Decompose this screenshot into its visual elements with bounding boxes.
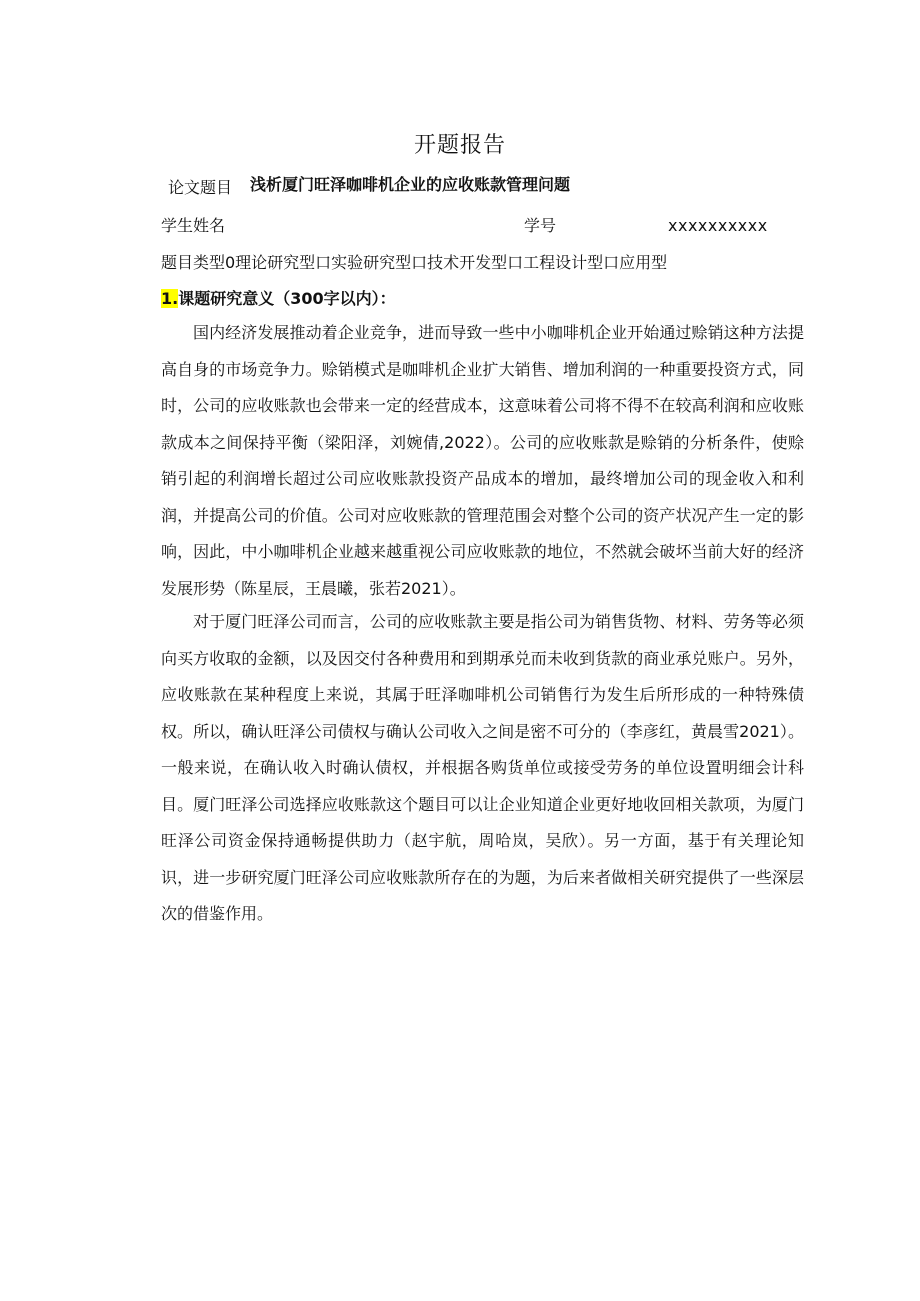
thesis-title-label: 论文题目	[168, 178, 233, 197]
section-number: 1.	[161, 289, 179, 308]
paragraph: 国内经济发展推动着企业竞争，进而导致一些中小咖啡机企业开始通过赊销这种方法提高自身的市场竞争力。赊销模式是咖啡机企业扩大销售、增加利润的一种重要投资方式，同时，公司的应收账款也会带来一定的经营成本，这意味着公司将不得不在较高利润和应收账款成本之间保持平衡（梁阳泽，刘婉倩,2022）。公司的应收账款是赊销的分析条件，使赊销引起的利润增长超过公司应收账款投资产品成本的增加，最终增加公司的现金收入和利润，并提高公司的价值。公司对应收账款的管理范围会对整个公司的资产状况产生一定的影响，因此，中小咖啡机企业越来越重视公司应收账款的地位，不然就会破坏当前大好的经济发展形势（陈星辰，王晨曦，张若2021）。	[161, 323, 804, 598]
section-heading-text: 课题研究意义（300字以内）：	[178, 289, 396, 308]
student-name-label: 学生姓名	[161, 216, 226, 235]
student-id-label: 学号	[524, 216, 557, 235]
section-heading	[161, 288, 396, 310]
paragraph: 对于厦门旺泽公司而言，公司的应收账款主要是指公司为销售货物、材料、劳务等必须向买方收取的金额，以及因交付各种费用和到期承兑而未收到货款的商业承兑账户。另外，应收账款在某种程度上来说，其属于旺泽咖啡机公司销售行为发生后所形成的一种特殊债权。所以，确认旺泽公司债权与确认公司收入之间是密不可分的（李彦红，黄晨雪2021）。一般来说，在确认收入时确认债权，并根据各购货单位或接受劳务的单位设置明细会计科目。厦门旺泽公司选择应收账款这个题目可以让企业知道企业更好地收回相关款项，为厦门旺泽公司资金保持通畅提供助力（赵宇航，周哈岚，吴欣）。另一方面，基于有关理论知识，进一步研究厦门旺泽公司应收账款所存在的为题，为后来者做相关研究提供了一些深层次的借鉴作用。	[161, 612, 804, 923]
page-title: 开题报告	[413, 133, 506, 158]
student-id-value: xxxxxxxxxx	[668, 216, 768, 235]
thesis-title-value: 浅析厦门旺泽咖啡机企业的应收账款管理问题	[250, 175, 571, 194]
topic-type-line: 题目类型0理论研究型口实验研究型口技术开发型口工程设计型口应用型	[161, 253, 668, 272]
